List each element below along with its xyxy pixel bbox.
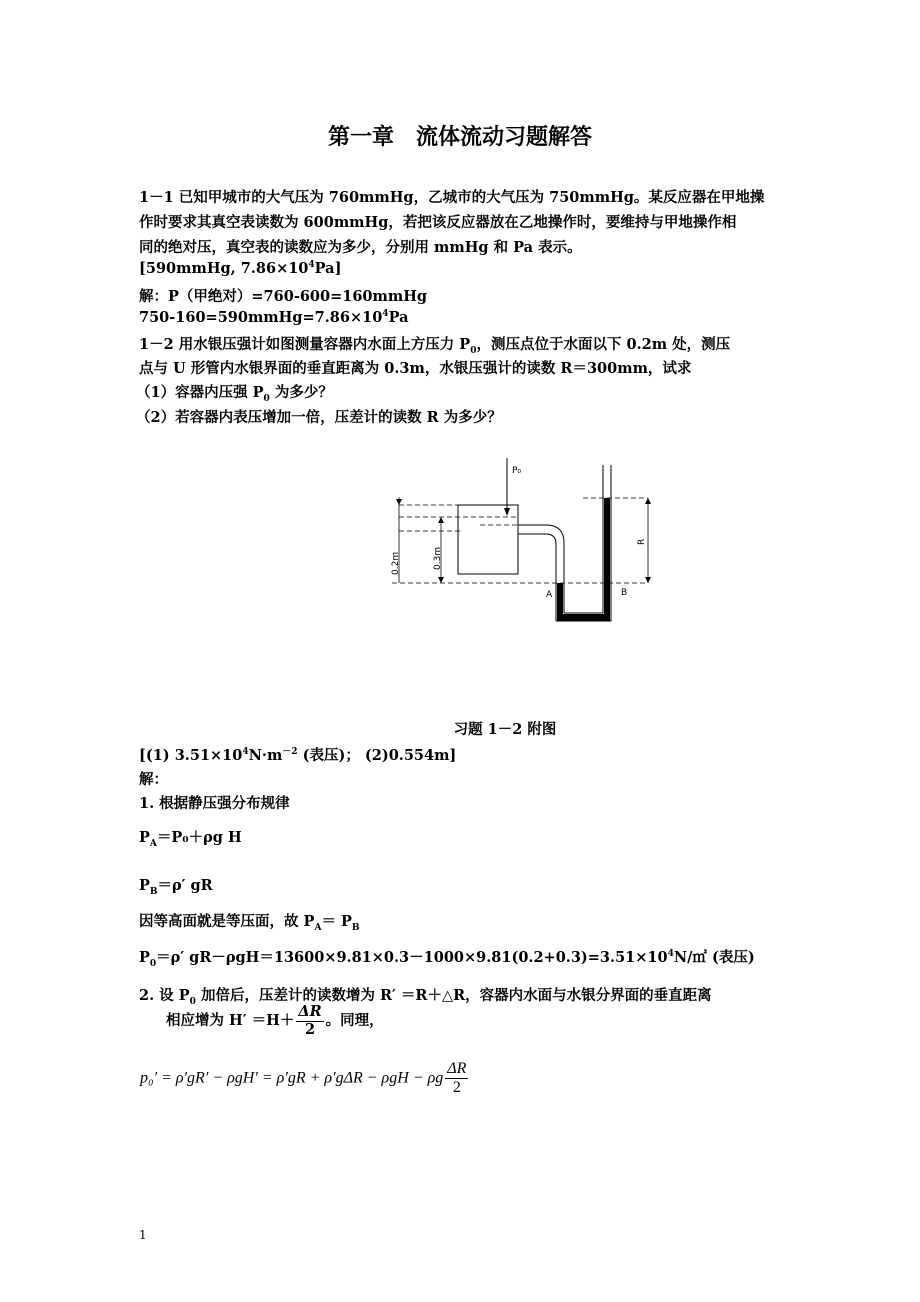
problem-1-1-line-3: 同的绝对压，真空表的读数应为多少，分别用 mmHg 和 Pa 表示。	[139, 239, 582, 256]
step-2-line-2: 相应增为 H′ ＝H＋ $\frac{\Delta R}{2}$ 。同理，	[166, 1003, 384, 1038]
chapter-title: 第一章 流体流动习题解答	[327, 125, 592, 150]
equation-p0: $P_0=\rho'$ $gR-\rho gH=13600\times 9.81\times 0.3-1000\times 9.81(0.2+0.3)=3.51\times 10^4N/㎡$ (表压)	[139, 949, 755, 969]
label-p0: P₀	[512, 466, 522, 476]
page-number: 1	[139, 1228, 147, 1242]
label-a: A	[546, 590, 553, 600]
label-r: R	[637, 538, 647, 545]
problem-1-1-line-2: 作时要求其真空表读数为 600mmHg，若把该反应器放在乙地操作时，要维持与甲地操作相	[139, 214, 737, 231]
problem-1-1-line-1: 1－1 已知甲城市的大气压为 760mmHg，乙城市的大气压为 750mmHg。某反应器在甲地操	[139, 189, 765, 206]
problem-1-2-line-2: 点与 U 形管内水银界面的垂直距离为 0.3m，水银压强计的读数 R＝300mm，试求	[139, 360, 692, 377]
formula-p0-doubled: p₀′ = ρ′gR′ − ρgH′ = ρ′gR + ρ′gΔR − ρgH − ρg $\frac{\Delta R}{2}$	[140, 1060, 467, 1097]
question-2: （2）若容器内表压增加一倍，压差计的读数 R 为多少？	[136, 409, 502, 426]
problem-1-2-answer: [(1) $3.51\times 10^4N\cdot m^{-2}$ (表压)； (2)0.554m]	[139, 747, 457, 764]
step-2-line-1: 2. 设 $P_0$ 加倍后，压差计的读数增为 R′ ＝R＋△R，容器内水面与水银分界面的垂直距离	[139, 987, 712, 1007]
equation-pb: $P_B=\rho'$ gR	[139, 877, 213, 897]
step-1: 1. 根据静压强分布规律	[139, 795, 290, 812]
problem-1-1-solution-2: $750-160=590mmHg=7.86\times 10^4Pa$	[139, 309, 409, 326]
figure-caption: 习题 1－2 附图	[453, 721, 557, 738]
label-b: B	[621, 588, 628, 598]
problem-1-1-solution-1: 解：P（甲绝对）=760-600=160mmHg	[139, 288, 428, 305]
problem-1-1-answer: [590mmHg, $7.86\times 10^4Pa$]	[139, 260, 342, 277]
equation-pa: $P_A=P_0+\rho g$ H	[139, 829, 242, 849]
problem-1-2-line-1: 1－2 用水银压强计如图测量容器内水面上方压力 $P_0$，测压点位于水面以下 0.2m 处，测压	[139, 336, 731, 356]
label-0-3m: 0.3m	[433, 546, 443, 570]
manometer-figure	[380, 455, 670, 635]
equal-pressure-statement: 因等高面就是等压面，故 $P_A= P_B$	[139, 913, 360, 933]
label-0-2m: 0.2m	[391, 551, 401, 575]
solution-label: 解：	[139, 771, 168, 788]
question-1: （1）容器内压强 $P_0$ 为多少？	[136, 384, 333, 404]
